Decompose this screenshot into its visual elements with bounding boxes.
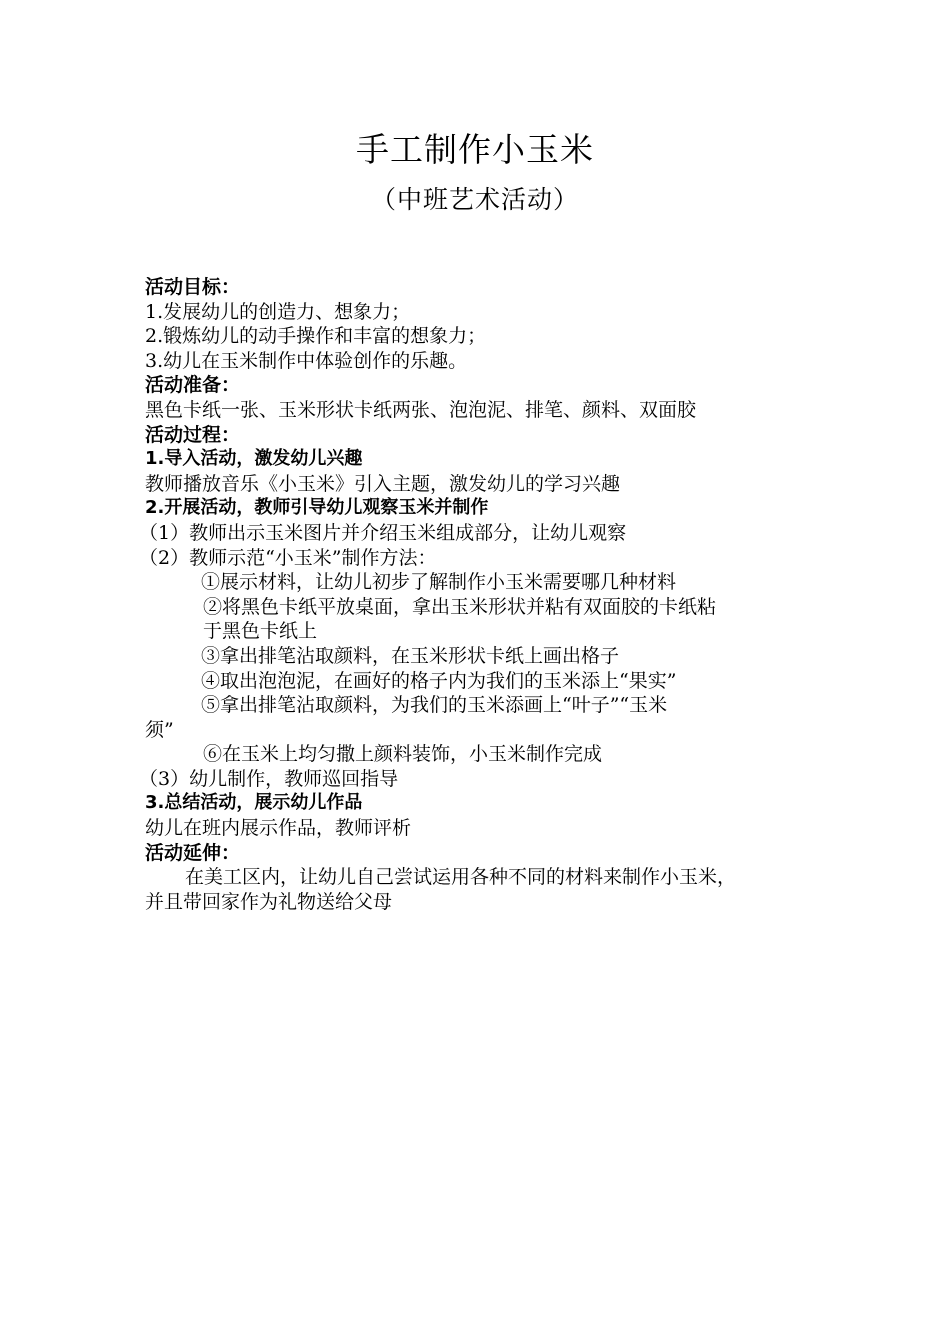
step2-title: 2.开展活动，教师引导幼儿观察玉米并制作 bbox=[145, 497, 489, 519]
prep-heading: 活动准备： bbox=[145, 374, 241, 397]
step1-text: 教师播放音乐《小玉米》引入主题，激发幼儿的学习兴趣 bbox=[145, 472, 621, 495]
document-title: 手工制作小玉米 bbox=[356, 130, 594, 169]
extension-text-line2: 并且带回家作为礼物送给父母 bbox=[145, 890, 393, 913]
demo-step-2: ②将黑色卡纸平放桌面，拿出玉米形状并粘有双面胶的卡纸粘 bbox=[203, 595, 717, 618]
demo-step-6: ⑥在玉米上均匀撒上颜料装饰，小玉米制作完成 bbox=[203, 743, 603, 766]
goal-item: 2.锻炼幼儿的动手操作和丰富的想象力； bbox=[145, 325, 487, 348]
demo-step-5: ⑤拿出排笔沾取颜料，为我们的玉米添画上“叶子”“玉米 bbox=[201, 694, 668, 717]
extension-text-line1: 在美工区内，让幼儿自己尝试运用各种不同的材料来制作小玉米， bbox=[185, 866, 737, 889]
demo-step-4: ④取出泡泡泥，在画好的格子内为我们的玉米添上“果实” bbox=[201, 669, 677, 692]
demo-step-3: ③拿出排笔沾取颜料，在玉米形状卡纸上画出格子 bbox=[201, 644, 620, 667]
step2-part2: （2）教师示范“小玉米”制作方法： bbox=[139, 546, 437, 569]
goal-item: 3.幼儿在玉米制作中体验创作的乐趣。 bbox=[145, 349, 468, 372]
goals-heading: 活动目标： bbox=[145, 276, 241, 298]
demo-step-2-cont: 于黑色卡纸上 bbox=[203, 620, 318, 643]
step3-title: 3.总结活动，展示幼儿作品 bbox=[145, 792, 363, 814]
document-body bbox=[139, 275, 815, 914]
extension-heading: 活动延伸： bbox=[145, 841, 241, 864]
goal-item: 1.发展幼儿的创造力、想象力； bbox=[145, 300, 411, 323]
demo-step-1: ①展示材料，让幼儿初步了解制作小玉米需要哪几种材料 bbox=[201, 571, 677, 594]
step3-text: 幼儿在班内展示作品，教师评析 bbox=[145, 817, 412, 840]
demo-step-5-cont: 须” bbox=[145, 718, 174, 741]
document-subtitle: （中班艺术活动） bbox=[370, 185, 579, 214]
step1-title: 1.导入活动，激发幼儿兴趣 bbox=[145, 448, 363, 470]
step2-part3: （3）幼儿制作，教师巡回指导 bbox=[139, 767, 399, 790]
prep-text: 黑色卡纸一张、玉米形状卡纸两张、泡泡泥、排笔、颜料、双面胶 bbox=[145, 398, 697, 421]
process-heading: 活动过程： bbox=[145, 423, 241, 446]
step2-part1: （1）教师出示玉米图片并介绍玉米组成部分，让幼儿观察 bbox=[139, 521, 627, 544]
